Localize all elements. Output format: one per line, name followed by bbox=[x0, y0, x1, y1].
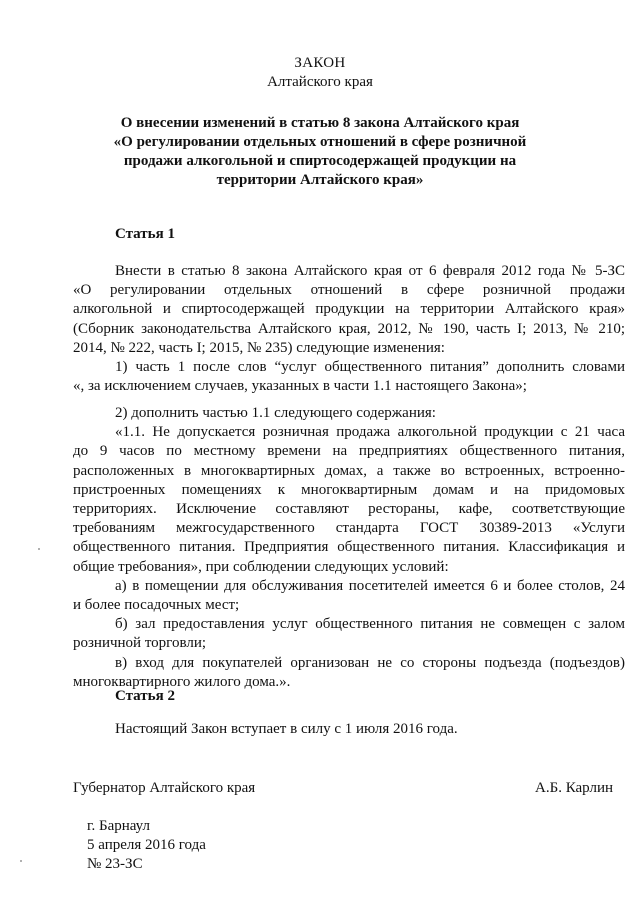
text-line: 2014, № 222, часть I; 2015, № 235) следующие изменения: bbox=[73, 339, 445, 356]
text-line: (Сборник законодательства Алтайского края, 2012, № 190, часть I; 2013, № 210; bbox=[73, 320, 625, 337]
text-line: Внести в статью 8 закона Алтайского края от 6 февраля 2012 года № 5-ЗС bbox=[115, 263, 625, 279]
text-line: розничной торговли; bbox=[73, 635, 207, 652]
text-line: б) зал предоставления услуг общественного питания не совмещен с залом bbox=[115, 616, 625, 633]
text-line: до 9 часов по местному времени на предприятиях общественного питания, bbox=[73, 443, 625, 460]
text-line: общие требования», при соблюдении следующих условий: bbox=[73, 558, 449, 575]
signatory-position: Губернатор Алтайского края bbox=[73, 780, 256, 796]
text-line: территориях. Исключение составляют рестораны, кафе, соответствующие bbox=[73, 501, 625, 518]
signing-date: 5 апреля 2016 года bbox=[87, 837, 206, 853]
text-line: требованиям межгосударственного стандарта ГОСТ 30389-2013 «Услуги bbox=[73, 520, 625, 537]
text-line: многоквартирного жилого дома.». bbox=[73, 673, 291, 690]
article2-text: Настоящий Закон вступает в силу с 1 июля 2016 года. bbox=[115, 721, 458, 737]
subject-line: О внесении изменений в статью 8 закона Алтайского края bbox=[120, 115, 520, 131]
law-number: № 23-ЗС bbox=[87, 856, 143, 872]
scan-speck bbox=[20, 860, 22, 862]
text-line: в) вход для покупателей организован не со стороны подъезда (подъездов) bbox=[115, 654, 625, 671]
text-line: «, за исключением случаев, указанных в части 1.1 настоящего Закона»; bbox=[73, 378, 527, 395]
article1-item2 bbox=[73, 404, 625, 692]
text-line: 1) часть 1 после слов “услуг общественного питания” дополнить словами bbox=[115, 359, 625, 376]
place-and-date bbox=[87, 817, 206, 874]
text-line: общественного питания. Предприятия общественного питания. Классификация и bbox=[73, 539, 625, 556]
city: г. Барнаул bbox=[87, 818, 150, 834]
document-type: ЗАКОН bbox=[294, 55, 346, 71]
subject-line: «О регулировании отдельных отношений в сфере розничной bbox=[113, 134, 527, 150]
text-line: «1.1. Не допускается розничная продажа алкогольной продукции с 21 часа bbox=[115, 424, 625, 441]
text-line: пристроенных помещениях к многоквартирным домам и на придомовых bbox=[73, 481, 625, 498]
scan-speck bbox=[38, 548, 40, 550]
text-line: расположенных в многоквартирных домах, а также во встроенных, встроенно- bbox=[73, 462, 625, 479]
text-line: «О регулировании отдельных отношений в сфере розничной продажи bbox=[73, 282, 625, 299]
article1-heading: Статья 1 bbox=[115, 226, 175, 242]
text-line: 2) дополнить частью 1.1 следующего содержания: bbox=[115, 405, 436, 421]
article1-intro bbox=[73, 262, 625, 396]
signatory-name: А.Б. Карлин bbox=[535, 780, 614, 796]
article2-heading: Статья 2 bbox=[115, 688, 175, 704]
text-line: а) в помещении для обслуживания посетителей имеется 6 и более столов, 24 bbox=[115, 577, 625, 594]
document-subject bbox=[0, 114, 640, 190]
document-region: Алтайского края bbox=[267, 74, 373, 90]
text-line: и более посадочных мест; bbox=[73, 597, 240, 614]
text-line: алкогольной и спиртосодержащей продукции на территории Алтайского края» bbox=[73, 301, 625, 318]
subject-line: территории Алтайского края» bbox=[216, 172, 424, 188]
subject-line: продажи алкогольной и спиртосодержащей продукции на bbox=[123, 153, 517, 169]
